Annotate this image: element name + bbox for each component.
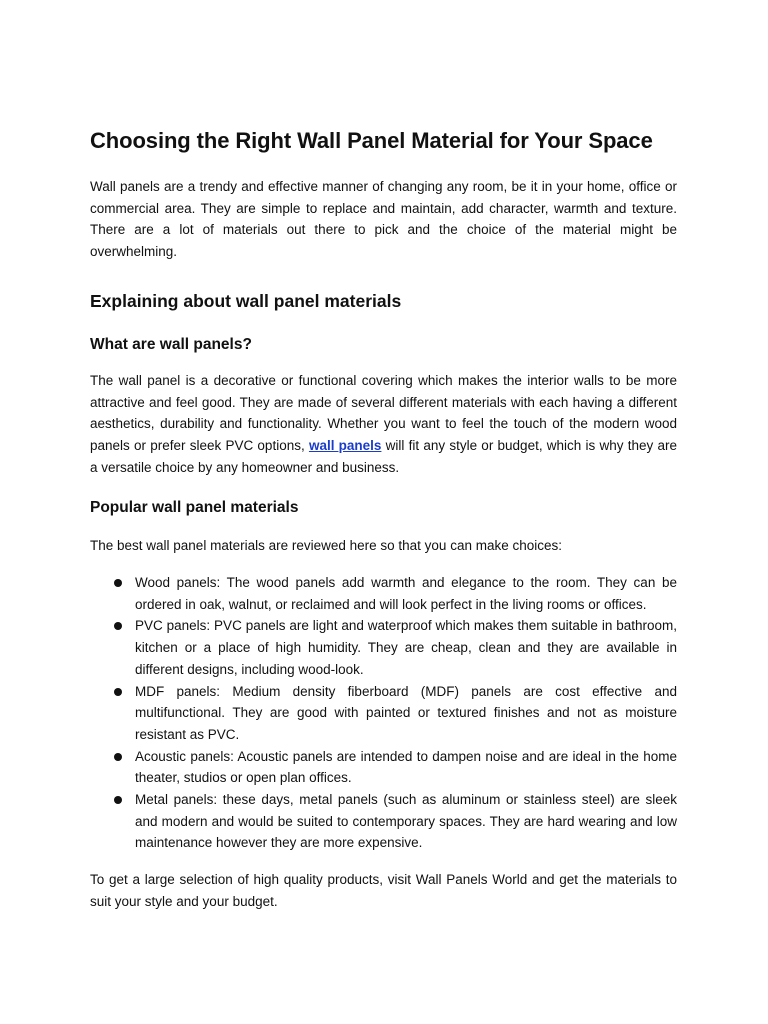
popular-intro-paragraph: The best wall panel materials are reviewed here so that you can make choices: [90,538,562,554]
bullet-icon [114,579,122,587]
wall-panels-link[interactable]: wall panels [308,437,382,453]
list-item-text: PVC panels: PVC panels are light and waterproof which makes them suitable in bathroom, kitchen or a place of high humidity. They are cheap, clean and they are available in different designs, including wood-look. [135,618,677,677]
list-item [90,681,677,746]
section-heading-what-are: What are wall panels? [90,335,252,353]
section-heading-materials: Explaining about wall panel materials [90,290,402,311]
intro-paragraph: Wall panels are a trendy and effective manner of changing any room, be it in your home, office or commercial area. They are simple to replace and maintain, add character, warmth and texture. There are a lot of materials out there to pick and the choice of the material might be overwhelming. [90,179,677,260]
list-item-text: Acoustic panels: Acoustic panels are intended to dampen noise and are ideal in the home theater, studios or open plan offices. [135,748,677,786]
closing-paragraph: To get a large selection of high quality products, visit Wall Panels World and get the materials to suit your style and your budget. [90,872,677,909]
document-title: Choosing the Right Wall Panel Material for Your Space [90,128,653,153]
what-are-paragraph [90,370,677,479]
bullet-icon [114,622,122,630]
list-item-text: Wood panels: The wood panels add warmth and elegance to the room. They can be ordered in oak, walnut, or reclaimed and will look perfect in the living rooms or offices. [135,575,677,612]
list-item [90,615,677,680]
list-item [90,746,677,789]
section-heading-popular: Popular wall panel materials [90,499,299,517]
list-item [90,789,677,854]
list-item [90,572,677,615]
what-are-text-before: The wall panel is a decorative or functional covering which makes the interior walls to be more attractive and feel good. They are made of several different materials with each having a different aesthetics, durability and functionality. Whether you want to feel the touch of the modern wood panels or prefer sleek PVC options, [90,372,677,453]
bullet-icon [114,753,122,761]
what-are-text-after: will fit any style or budget, which is why they are a versatile choice by any homeowner and business. [90,437,677,475]
bullet-icon [114,688,122,696]
bullet-icon [114,796,122,804]
document-page [90,126,677,913]
list-item-text: MDF panels: Medium density fiberboard (MDF) panels are cost effective and multifunctional. They are good with painted or textured finishes and not as moisture resistant as PVC. [135,683,677,742]
list-item-text: Metal panels: these days, metal panels (such as aluminum or stainless steel) are sleek and modern and would be suited to contemporary spaces. They are hard wearing and low maintenance however they are more expensive. [135,792,677,851]
materials-list [90,572,677,854]
